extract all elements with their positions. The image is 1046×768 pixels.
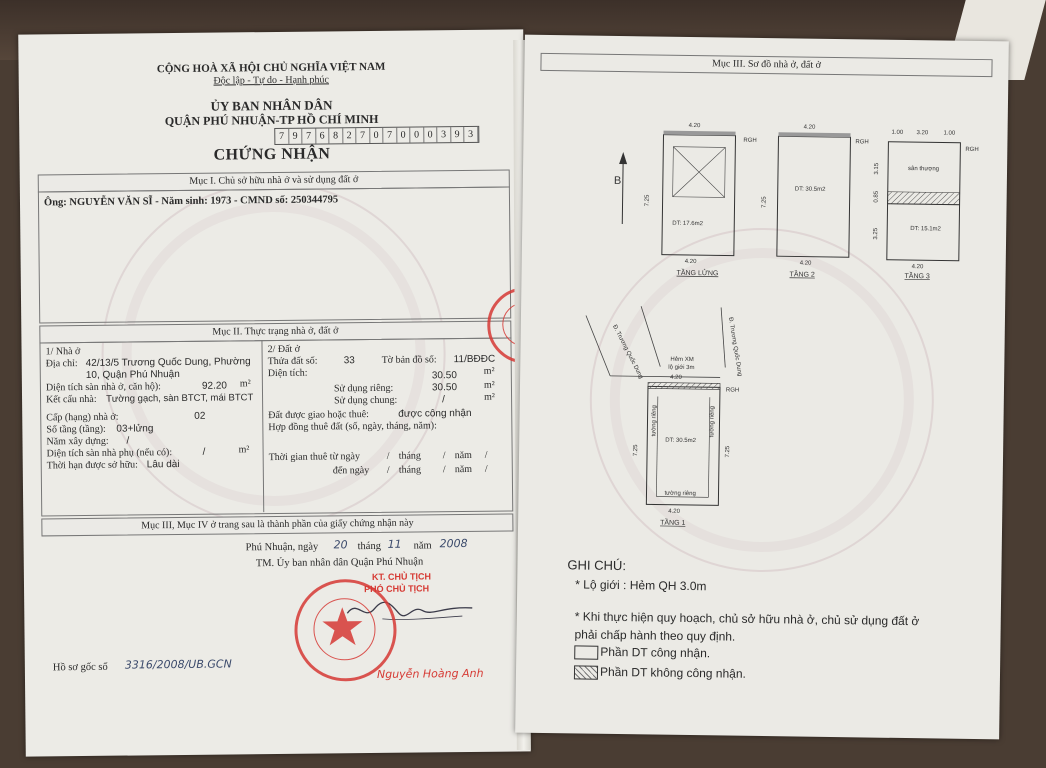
document-title: CHỨNG NHẬN	[213, 145, 331, 164]
svg-text:3.25: 3.25	[873, 227, 880, 240]
aux-area-value: /	[202, 446, 206, 458]
serial-number	[274, 126, 479, 145]
north-arrow-head	[619, 152, 627, 164]
signer-name: Nguyễn Hoàng Anh	[376, 666, 484, 681]
issue-year-label: năm	[413, 540, 432, 552]
address-value-1: 42/13/5 Trương Quốc Dung, Phường	[85, 356, 251, 369]
private-use-unit: m²	[483, 379, 495, 391]
svg-text:4.20: 4.20	[670, 374, 682, 381]
year-value: /	[126, 435, 130, 447]
lease-to-year-label: năm	[454, 463, 473, 476]
common-use-unit: m²	[483, 391, 495, 403]
svg-text:tường riêng: tường riêng	[664, 490, 696, 498]
legend-unrecognized: Phần DT không công nhận.	[599, 664, 746, 681]
serial-digit: 3	[464, 127, 478, 142]
north-arrow	[622, 156, 623, 224]
land-area-unit: m²	[483, 365, 495, 377]
svg-text:0.85: 0.85	[873, 190, 880, 203]
floors-value: 03+lửng	[116, 423, 154, 435]
serial-digit: 9	[451, 127, 465, 142]
issue-month-label: tháng	[357, 540, 381, 553]
lease-to-month-slash: /	[442, 464, 446, 476]
svg-text:DT: 17.6m2: DT: 17.6m2	[672, 220, 703, 228]
serial-digit: 8	[329, 128, 343, 143]
issuer-name: ỦY BAN NHÂN DÂN	[210, 97, 333, 114]
certificate-front-page	[18, 29, 531, 756]
ownership-term-label: Thời hạn được sở hữu:	[46, 459, 138, 472]
issue-year: 2008	[439, 536, 468, 551]
svg-text:1.00: 1.00	[943, 130, 956, 137]
svg-text:4.20: 4.20	[684, 258, 697, 266]
svg-text:DT: 30.5m2: DT: 30.5m2	[665, 437, 696, 445]
note-planning-1: * Khi thực hiện quy hoạch, chủ sở hữu nhà ở, chủ sử dụng đất ở	[574, 609, 920, 629]
lease-to-label: đến ngày	[332, 465, 370, 477]
svg-text:DT: 30.5m2: DT: 30.5m2	[794, 186, 826, 193]
street-map	[585, 306, 743, 382]
year-label: Năm xây dựng:	[46, 435, 109, 448]
lease-from-label: Thời gian thuê từ ngày	[268, 451, 360, 464]
svg-text:TẦNG 1: TẦNG 1	[660, 519, 686, 527]
address-label: Địa chỉ:	[45, 358, 78, 370]
land-heading: 2/ Đất ở	[267, 343, 301, 356]
svg-text:TẦNG 2: TẦNG 2	[789, 271, 815, 279]
legend-recognized-swatch	[574, 645, 598, 659]
structure-value: Tường gạch, sàn BTCT, mái BTCT	[105, 392, 254, 405]
svg-text:sân thượng: sân thượng	[908, 166, 940, 173]
svg-text:TẦNG LỬNG: TẦNG LỬNG	[676, 269, 719, 278]
lease-to-slash: /	[386, 464, 390, 476]
svg-text:Đ. Trương Quốc Dung: Đ. Trương Quốc Dung	[726, 316, 743, 377]
svg-text:RGH: RGH	[965, 146, 979, 154]
svg-text:Hẻm XM: Hẻm XM	[670, 356, 694, 364]
svg-text:7.25: 7.25	[761, 196, 768, 209]
svg-text:TẦNG 3: TẦNG 3	[904, 272, 930, 281]
svg-text:tường riêng: tường riêng	[651, 405, 658, 437]
issue-month: 11	[387, 537, 402, 551]
floors-label: Số tầng (tầng):	[46, 423, 106, 436]
lease-from-year-slash: /	[484, 449, 488, 461]
svg-text:RGH: RGH	[743, 137, 757, 144]
land-origin-label: Đất được giao hoặc thuê:	[268, 409, 369, 422]
svg-text:Đ. Trương Quốc Dung: Đ. Trương Quốc Dung	[611, 324, 644, 380]
issue-day: 20	[333, 538, 348, 552]
serial-digit: 2	[343, 128, 357, 143]
parcel-label: Thửa đất số:	[267, 355, 318, 368]
svg-text:RGH: RGH	[855, 139, 869, 146]
house-area-unit: m²	[239, 378, 251, 390]
notes-heading: GHI CHÚ:	[567, 557, 627, 574]
house-area-label: Diện tích sàn nhà ở, căn hộ):	[45, 381, 161, 394]
svg-text:7.25: 7.25	[644, 194, 651, 207]
grade-value: 02	[194, 410, 206, 422]
signer-role-2: PHÓ CHỦ TỊCH	[364, 583, 430, 595]
aux-area-label: Diện tích sàn nhà phụ (nếu có):	[46, 447, 173, 460]
issuer-district: QUẬN PHÚ NHUẬN-TP HỒ CHÍ MINH	[164, 111, 379, 129]
svg-text:lộ giới 3m: lộ giới 3m	[668, 364, 695, 372]
svg-text:3.15: 3.15	[873, 162, 881, 175]
grade-label: Cấp (hạng) nhà ở:	[46, 411, 119, 424]
record-label: Hồ sơ gốc số	[52, 661, 108, 674]
svg-text:DT: 15.1m2: DT: 15.1m2	[910, 226, 941, 233]
land-origin-value: được công nhận	[398, 407, 472, 420]
map-sheet-value: 11/BĐĐC	[453, 353, 496, 366]
north-label: B	[613, 174, 622, 188]
svg-text:1.00: 1.00	[891, 129, 904, 136]
land-area-label: Diện tích:	[267, 367, 308, 380]
house-area-value: 92.20	[201, 380, 228, 392]
svg-text:7.25: 7.25	[725, 445, 732, 458]
legend-unrecognized-swatch	[574, 665, 598, 679]
svg-text:4.20: 4.20	[803, 124, 816, 131]
signer-role-1: KT. CHỦ TỊCH	[371, 571, 431, 582]
issue-place: Phú Nhuận, ngày	[245, 541, 319, 554]
lease-from-month-slash: /	[442, 450, 446, 462]
floor-plan-diagram	[518, 75, 1008, 527]
lease-to-year-slash: /	[484, 463, 488, 475]
private-use-label: Sử dụng riêng:	[333, 382, 394, 395]
serial-digit: 7	[356, 128, 370, 143]
common-use-value: /	[442, 394, 445, 406]
note-road-boundary: * Lộ giới : Hẻm QH 3.0m	[575, 577, 707, 594]
land-area-value: 30.50	[431, 370, 457, 382]
lease-from-month-label: tháng	[398, 450, 421, 462]
map-sheet-label: Tờ bản đồ số:	[381, 354, 437, 366]
country-name: CỘNG HOÀ XÃ HỘI CHỦ NGHĨA VIỆT NAM	[156, 60, 386, 76]
lease-from-year-label: năm	[454, 449, 472, 462]
plan-floor-2	[761, 124, 869, 279]
structure-label: Kết cấu nhà:	[46, 393, 97, 406]
serial-digit: 6	[316, 128, 330, 143]
serial-digit: 0	[424, 127, 438, 142]
certificate-back-page	[515, 35, 1009, 740]
serial-digit: 7	[275, 129, 289, 144]
common-use-label: Sử dụng chung:	[334, 394, 398, 407]
section-2-title: Mục II. Thực trạng nhà ở, đất ở	[39, 321, 511, 344]
address-value-2: 10, Quận Phú Nhuận	[85, 368, 180, 381]
lease-from-slash: /	[386, 450, 390, 462]
svg-text:4.20: 4.20	[799, 260, 812, 267]
serial-digit: 0	[370, 128, 384, 143]
svg-text:RGH: RGH	[725, 387, 740, 394]
parcel-value: 33	[343, 355, 355, 367]
serial-digit: 7	[383, 128, 397, 143]
plan-mezzanine	[644, 122, 757, 278]
svg-text:3.20: 3.20	[916, 130, 929, 137]
owner-info: Ông: NGUYỄN VĂN SĨ - Năm sinh: 1973 - CMND số: 250344795	[43, 194, 339, 209]
official-seal	[294, 579, 397, 682]
ownership-term-value: Lâu dài	[146, 458, 180, 471]
svg-text:4.20: 4.20	[668, 508, 680, 515]
lease-contract-label: Hợp đồng thuê đất (số, ngày, tháng, năm):	[268, 420, 437, 434]
serial-digit: 7	[302, 129, 316, 144]
lease-to-month-label: tháng	[398, 464, 422, 476]
continuation-note: Mục III, Mục IV ở trang sau là thành phần của giấy chứng nhận này	[41, 514, 513, 537]
legend-recognized: Phần DT công nhận.	[600, 644, 711, 661]
svg-text:tường riêng: tường riêng	[709, 405, 716, 438]
note-planning-2: phải chấp hành theo quy định.	[574, 627, 736, 644]
serial-digit: 0	[397, 128, 411, 143]
serial-digit: 3	[437, 127, 451, 142]
national-motto: Độc lập - Tự do - Hạnh phúc	[213, 74, 330, 87]
aux-area-unit: m²	[238, 444, 250, 456]
svg-text:4.20: 4.20	[688, 122, 701, 130]
section-1-title: Mục I. Chủ sở hữu nhà ở và sử dụng đất ở	[38, 170, 510, 193]
signer-organization: TM. Ủy ban nhân dân Quận Phú Nhuận	[255, 556, 424, 570]
section-3-title: Mục III. Sơ đồ nhà ở, đất ở	[540, 53, 992, 77]
svg-text:4.20: 4.20	[911, 264, 924, 271]
record-value: 3316/2008/UB.GCN	[124, 657, 232, 672]
serial-digit: 9	[289, 129, 303, 144]
house-heading: 1/ Nhà ở	[45, 346, 81, 358]
private-use-value: 30.50	[431, 382, 458, 394]
plan-floor-3	[873, 130, 979, 281]
serial-digit: 0	[410, 127, 424, 142]
svg-text:7.25: 7.25	[633, 444, 640, 457]
